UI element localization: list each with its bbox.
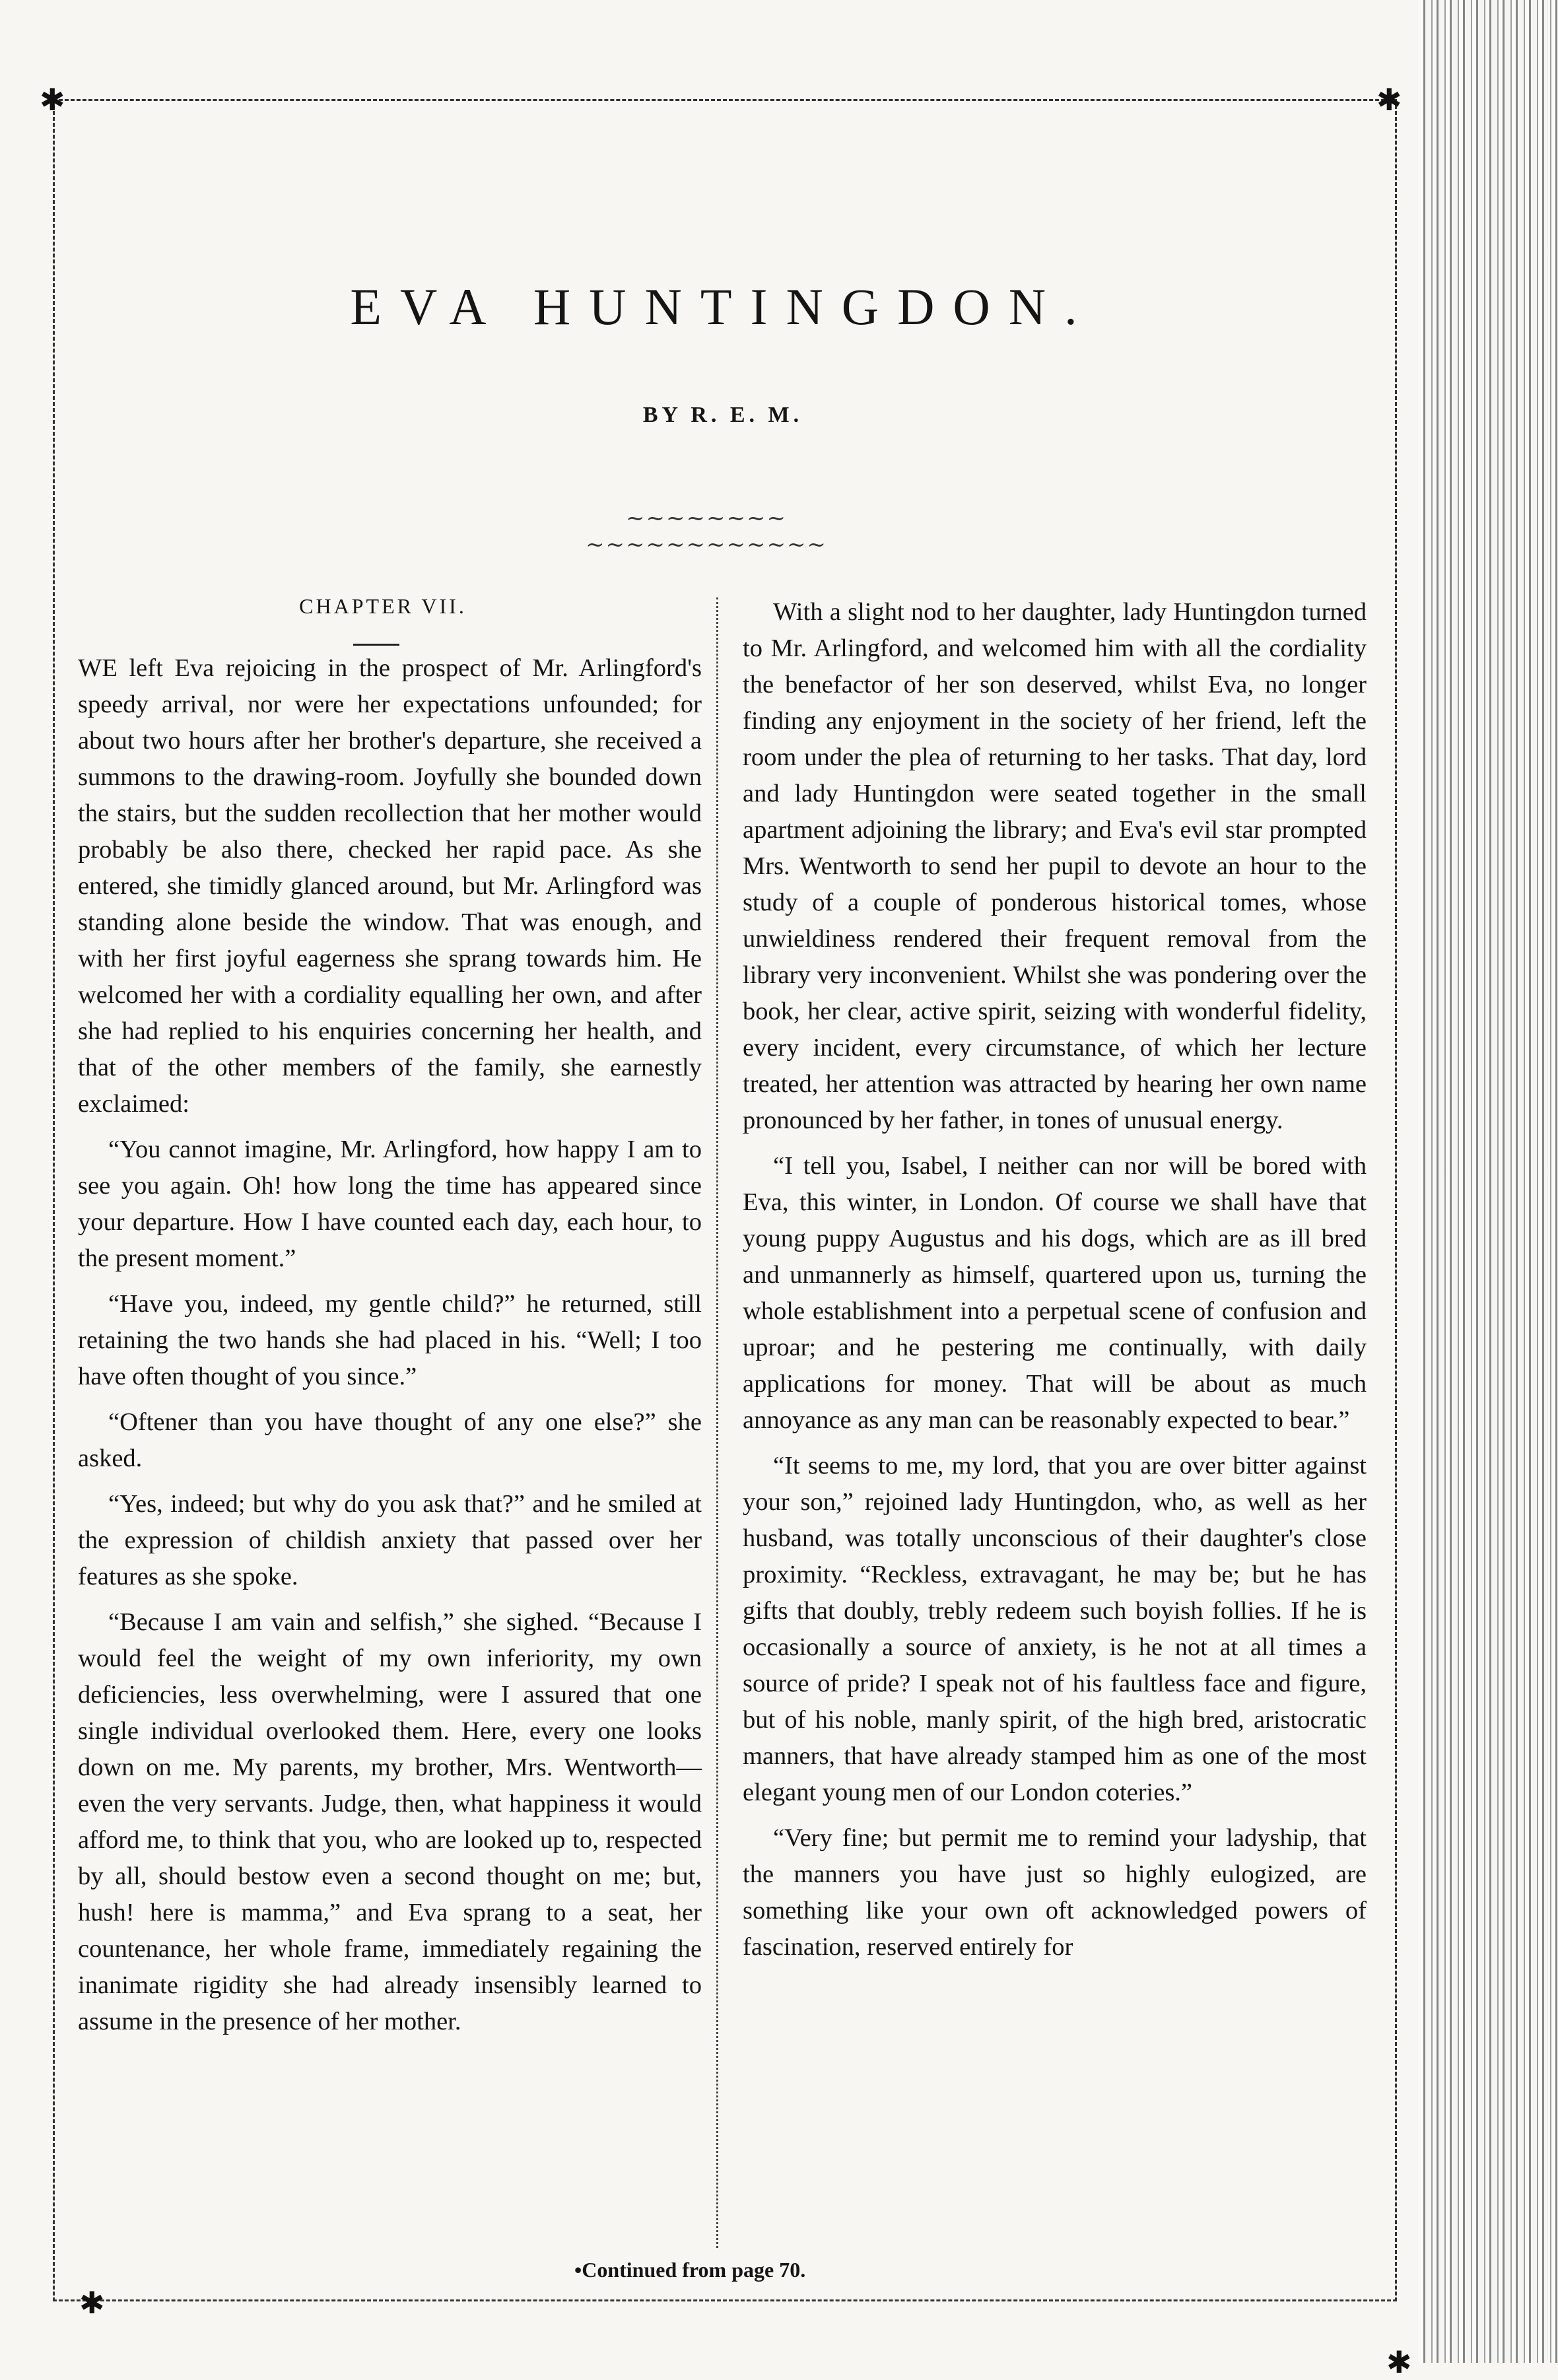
paragraph: “You cannot imagine, Mr. Arlingford, how happy I am to see you again. Oh! how long the time has appeared since your departure. How I have counted each day, each hour, to the present moment.” xyxy=(78,1136,702,1272)
author-byline: BY R. E. M. xyxy=(642,403,803,427)
paragraph: “Because I am vain and selfish,” she sighed. “Because I would feel the weight of my own inferiority, my own deficiencies, less overwhelming, were I assured that one single individual overlooked them. Here, every one looks down on me. My parents, my brother, Mrs. Wentworth—even the very servants. Judge, then, what happiness it would afford me, to think that you, who are looked up to, respected by all, should bestow even a second thought on me; but, hush! here is mamma,” and Eva sprang to a seat, her countenance, her whole frame, immediately regaining the inanimate rigidity she had already insensibly learned to assume in the presence of her mother. xyxy=(78,1608,702,2035)
corner-ornament-icon: ✱ xyxy=(79,2285,105,2321)
paragraph: “Have you, indeed, my gentle child?” he returned, still retaining the two hands she had placed in his. “Well; I too have often thought of you since.” xyxy=(78,1290,702,1390)
paragraph: “Yes, indeed; but why do you ask that?” and he smiled at the expression of childish anxiety that passed over her features as she spoke. xyxy=(78,1490,702,1590)
continued-note: •Continued from page 70. xyxy=(574,2258,806,2282)
column-divider xyxy=(716,597,718,2248)
chapter-heading: CHAPTER VII. xyxy=(299,594,467,618)
paragraph: “I tell you, Isabel, I neither can nor will be bored with Eva, this winter, in London. Of course we shall have that young puppy Augustus and his dogs, which are as ill bred and unmannerly as himself, quartered upon us, turning the whole establishment into a perpetual scene of confusion and uproar; and he pestering me continually, with daily applications for money. That will be about as much annoyance as any man can be reasonably expected to bear.” xyxy=(743,1152,1367,1434)
decorative-divider: ~~~~~~~~ ~~~~~~~~~~~~ xyxy=(586,505,827,558)
left-column xyxy=(78,650,702,2049)
corner-ornament-icon: ✱ xyxy=(1376,82,1402,118)
corner-ornament-icon: ✱ xyxy=(1386,2344,1412,2380)
right-column xyxy=(743,594,1367,1975)
corner-ornament-icon: ✱ xyxy=(40,82,65,118)
paragraph: “Oftener than you have thought of any one else?” she asked. xyxy=(78,1408,702,1472)
chapter-rule xyxy=(353,644,399,646)
story-title: EVA HUNTINGDON. xyxy=(350,278,1096,335)
paragraph: “Very fine; but permit me to remind your ladyship, that the manners you have just so highly eulogized, are something like your own oft acknowledged powers of fascination, reserved entirely for xyxy=(743,1824,1367,1961)
paragraph: WE left Eva rejoicing in the prospect of Mr. Arlingford's speedy arrival, nor were her expectations unfounded; for about two hours after her brother's departure, she received a summons to the drawing-room. Joyfully she bounded down the stairs, but the sudden recollection that her mother would probably be also there, checked her rapid pace. As she entered, she timidly glanced around, but Mr. Arlingford was standing alone beside the window. That was enough, and with her first joyful eagerness she sprang towards him. He welcomed her with a cordiality equalling her own, and after she had replied to his enquiries concerning her health, and that of the other members of the family, she earnestly exclaimed: xyxy=(78,654,702,1118)
paragraph: “It seems to me, my lord, that you are over bitter against your son,” rejoined lady Huntingdon, who, as well as her husband, was totally unconscious of their daughter's close proximity. “Reckless, extravagant, he may be; but he has gifts that doubly, trebly redeem such boyish follies. If he is occasionally a source of anxiety, is he not at all times a source of pride? I speak not of his faultless face and figure, but of his noble, manly spirit, of the high bred, aristocratic manners, that have already stamped him as one of the most elegant young men of our London coteries.” xyxy=(743,1452,1367,1806)
paragraph: With a slight nod to her daughter, lady Huntingdon turned to Mr. Arlingford, and welcomed him with all the cordiality the benefactor of her son deserved, whilst Eva, no longer finding any enjoyment in the society of her friend, left the room under the plea of returning to her tasks. That day, lord and lady Huntingdon were seated together in the small apartment adjoining the library; and Eva's evil star prompted Mrs. Wentworth to send her pupil to devote an hour to the study of a couple of ponderous historical tomes, whose unwieldiness rendered their frequent removal from the library very inconvenient. Whilst she was pondering over the book, her clear, active spirit, seizing with wonderful fidelity, every incident, every circumstance, of which her lecture treated, her attention was attracted by hearing her own name pronounced by her father, in tones of unusual energy. xyxy=(743,598,1367,1134)
scan-edge xyxy=(1419,0,1558,2363)
